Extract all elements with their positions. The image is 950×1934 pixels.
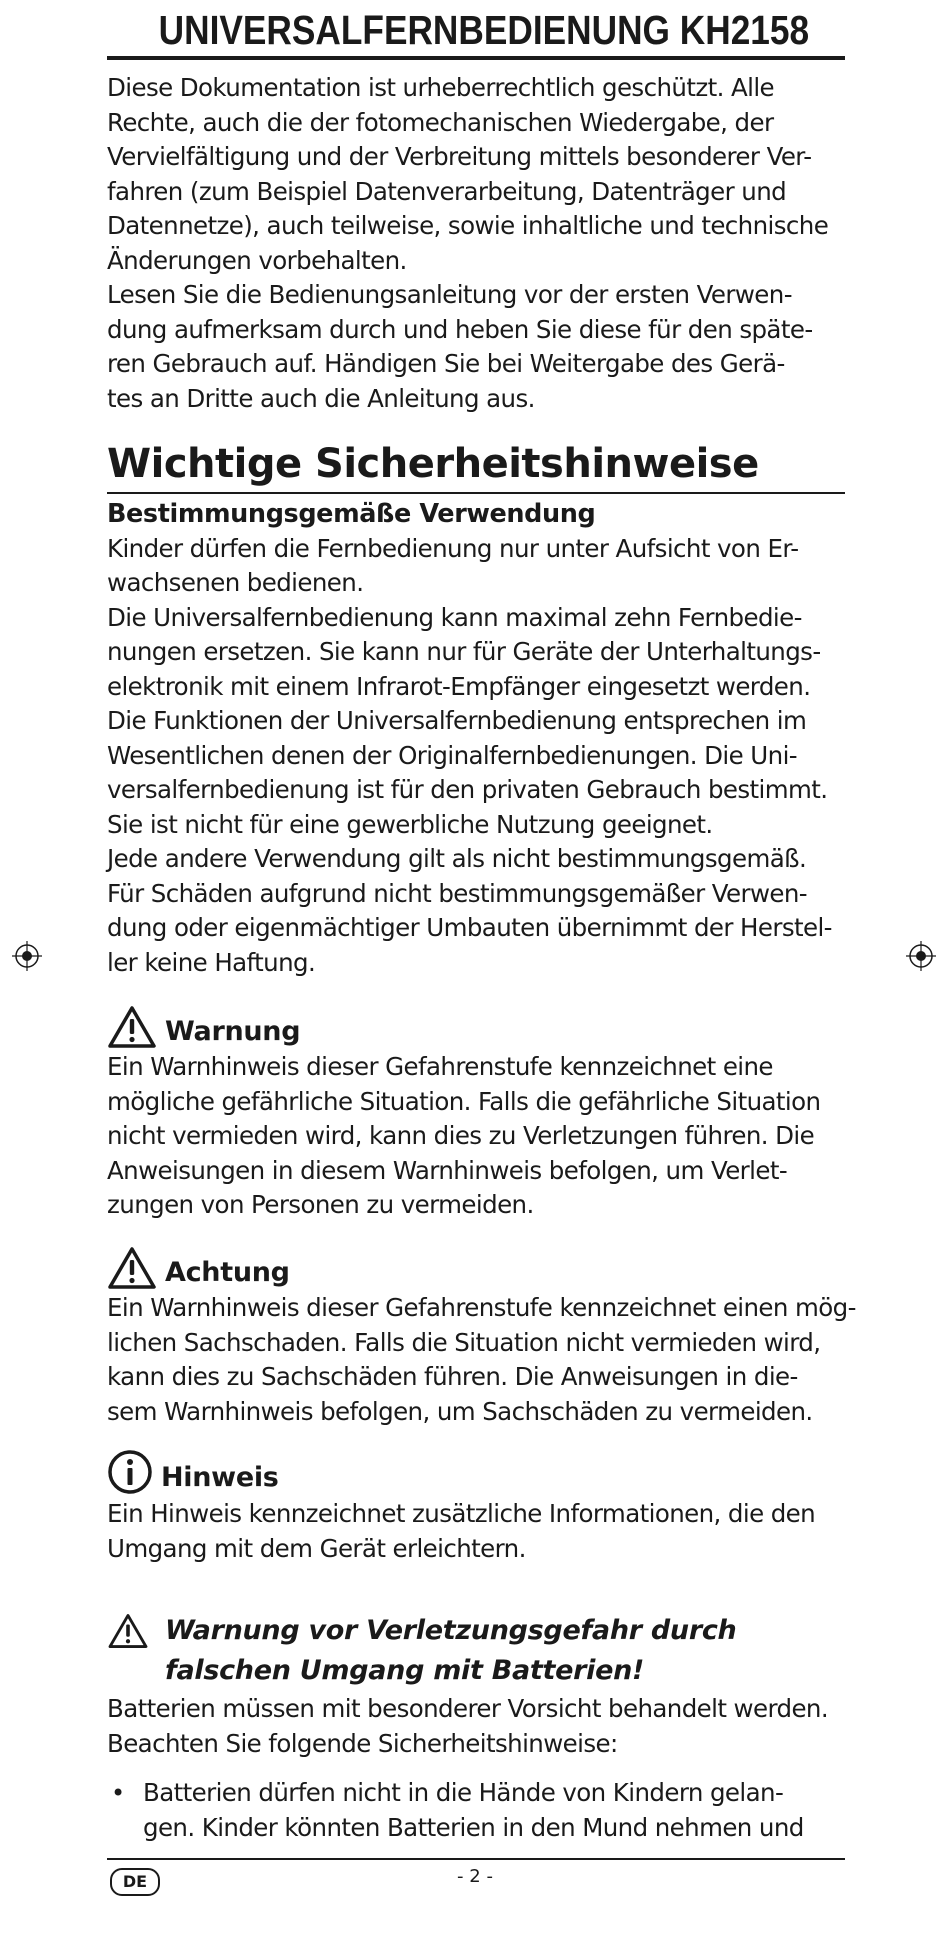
warning-text <box>107 1050 845 1223</box>
caution-heading <box>107 1246 290 1290</box>
usage-line: elektronik mit einem Infrarot-Empfänger eingesetzt werden. <box>107 671 811 701</box>
intro-line: Datennetze), auch teilweise, sowie inhaltliche und technische <box>107 211 829 240</box>
document-title: UNIVERSALFERNBEDIENUNG KH2158 <box>158 7 810 53</box>
intro-line: Rechte, auch die der fotomechanischen Wiedergabe, der <box>107 107 774 137</box>
usage-line: wachsenen bedienen. <box>107 568 364 597</box>
battery-text <box>107 1692 845 1761</box>
battery-warning-title-line: falschen Umgang mit Batterien! <box>165 1655 645 1686</box>
usage-line: Kinder dürfen die Fernbedienung nur unter Aufsicht von Er- <box>107 533 799 563</box>
note-heading <box>107 1451 279 1495</box>
warning-triangle-icon <box>107 1005 157 1049</box>
battery-line: Beachten Sie folgende Sicherheitshinweise: <box>107 1728 618 1758</box>
battery-line: Batterien müssen mit besonderer Vorsicht behandelt werden. <box>107 1694 829 1723</box>
bullet-line: gen. Kinder könnten Batterien in den Mund nehmen und <box>143 1812 804 1842</box>
note-label: Hinweis <box>161 1462 279 1493</box>
page-number: - 2 - <box>457 1866 493 1887</box>
usage-line: Jede andere Verwendung gilt als nicht bestimmungsgemäß. <box>107 844 807 873</box>
language-badge: DE <box>110 1868 160 1896</box>
intro-line: fahren (zum Beispiel Datenverarbeitung, Datenträger und <box>107 176 787 206</box>
caution-label: Achtung <box>165 1257 290 1288</box>
intro-line: Änderungen vorbehalten. <box>107 245 407 275</box>
battery-warning-title-line: Warnung vor Verletzungsgefahr durch <box>165 1615 737 1646</box>
warning-line: nicht vermieden wird, kann dies zu Verletzungen führen. Die <box>107 1121 815 1150</box>
bullet-dot: • <box>111 1779 126 1807</box>
warning-line: zungen von Personen zu vermeiden. <box>107 1190 534 1219</box>
caution-line: sem Warnhinweis befolgen, um Sachschäden zu vermeiden. <box>107 1396 813 1426</box>
warning-line: Ein Warnhinweis dieser Gefahrenstufe kennzeichnet eine <box>107 1052 773 1081</box>
intro-line: Vervielfältigung und der Verbreitung mittels besonderer Ver- <box>107 142 812 171</box>
usage-line: Die Funktionen der Universalfernbedienung entsprechen im <box>107 706 807 735</box>
warning-heading <box>107 1005 300 1049</box>
usage-heading: Bestimmungsgemäße Verwendung <box>107 499 596 529</box>
caution-line: kann dies zu Sachschäden führen. Die Anweisungen in die- <box>107 1362 798 1391</box>
intro-line: dung aufmerksam durch und heben Sie diese für den späte- <box>107 314 813 344</box>
note-line: Ein Hinweis kennzeichnet zusätzliche Informationen, die den <box>107 1499 816 1528</box>
footer-rule <box>107 1858 845 1860</box>
intro-line: tes an Dritte auch die Anleitung aus. <box>107 383 535 413</box>
registration-mark-icon <box>12 941 42 971</box>
caution-line: Ein Warnhinweis dieser Gefahrenstufe kennzeichnet einen mög- <box>107 1293 856 1322</box>
usage-line: Die Universalfernbedienung kann maximal zehn Fernbedie- <box>107 602 802 632</box>
info-circle-icon <box>107 1449 153 1495</box>
section-rule <box>107 492 845 494</box>
registration-mark-icon <box>906 941 936 971</box>
usage-line: Wesentlichen denen der Originalfernbedienungen. Die Uni- <box>107 740 798 770</box>
note-line: Umgang mit dem Gerät erleichtern. <box>107 1533 526 1563</box>
note-text <box>107 1497 845 1566</box>
caution-line: lichen Sachschaden. Falls die Situation nicht vermieden wird, <box>107 1327 821 1357</box>
bullet-line: Batterien dürfen nicht in die Hände von Kindern gelan- <box>143 1778 784 1807</box>
intro-line: Lesen Sie die Bedienungsanleitung vor der ersten Verwen- <box>107 280 792 309</box>
intro-paragraph <box>107 71 845 416</box>
usage-line: dung oder eigenmächtiger Umbauten übernimmt der Herstel- <box>107 913 832 942</box>
usage-line: Für Schäden aufgrund nicht bestimmungsgemäßer Verwen- <box>107 878 808 908</box>
battery-warning-heading <box>107 1611 736 1691</box>
warning-line: Anweisungen in diesem Warnhinweis befolgen, um Verlet- <box>107 1155 788 1185</box>
intro-line: ren Gebrauch auf. Händigen Sie bei Weitergabe des Gerä- <box>107 349 785 378</box>
warning-line: mögliche gefährliche Situation. Falls die gefährliche Situation <box>107 1086 821 1116</box>
caution-triangle-icon <box>107 1246 157 1290</box>
title-rule <box>107 56 845 60</box>
intro-line: Diese Dokumentation ist urheberrechtlich geschützt. Alle <box>107 73 775 102</box>
battery-warning-triangle-icon <box>107 1613 149 1649</box>
usage-block <box>107 497 845 980</box>
usage-line: Sie ist nicht für eine gewerbliche Nutzung geeignet. <box>107 809 713 839</box>
caution-text <box>107 1291 856 1429</box>
usage-line: versalfernbedienung ist für den privaten Gebrauch bestimmt. <box>107 775 828 804</box>
usage-line: nungen ersetzen. Sie kann nur für Geräte der Unterhaltungs- <box>107 637 821 666</box>
section-heading: Wichtige Sicherheitshinweise <box>107 441 759 487</box>
usage-line: ler keine Haftung. <box>107 947 316 977</box>
battery-bullet-item <box>107 1776 845 1845</box>
warning-label: Warnung <box>165 1016 301 1047</box>
